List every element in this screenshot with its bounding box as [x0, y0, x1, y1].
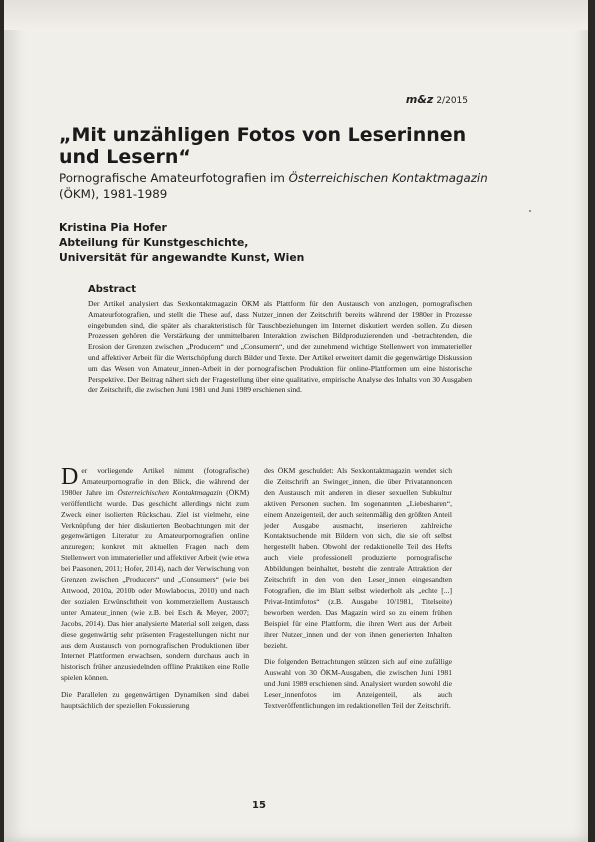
- body-text: er vorliegende Artikel nimmt (fotografische) Amateurpornografie in den Blick, die während der 1980er Jahre im: [61, 466, 249, 497]
- author-block: [59, 220, 489, 265]
- author-department: Abteilung für Kunstgeschichte,: [59, 236, 249, 249]
- author-institution: Universität für angewandte Kunst, Wien: [59, 251, 305, 264]
- running-header: [406, 93, 468, 106]
- abstract-text: Der Artikel analysiert das Sexkontaktmagazin ÖKM als Plattform für den Austausch von anzlogen, pornografischen Amateurfotografien, und stellt die These auf, dass Nutzer_innen der Zeitschrift bereits während der 1980er in Prozesse eingebunden sind, die später als charakteristisch für Tauschbeziehungen im Internet diskutiert werden sollen. Zu diesen Prozessen gehören die Verstärkung der unmittelbaren Interaktion zwischen Bildproduzierenden und -betrachtenden, die Erosion der Grenzen zwischen „Producern“ und „Consumern“, und der zunehmend wichtige Stellenwert von immaterieller und affektiver Arbeit für die Wertschöpfung durch Bilder und Texte. Der Artikel erweitert damit die gegenwärtige Diskussion um das Wesen von Amateur_innen-Arbeit in der pornografischen Produktion für online-Plattformen um eine historische Perspektive. Der Beitrag nähert sich der Fragestellung über eine qualitative, empirische Analyse des Inhalts von 30 Ausgaben der Zeitschrift, die zwischen Juni 1981 und Juni 1989 erschienen sind.: [88, 299, 472, 395]
- drop-cap: D: [61, 464, 79, 490]
- subtitle-italic: Österreichischen Kontaktmagazin: [288, 171, 488, 185]
- page-number: 15: [252, 800, 266, 811]
- journal-page: [4, 0, 588, 842]
- body-column-left: [61, 466, 249, 712]
- body-column-right: [264, 466, 452, 712]
- scan-speck: [529, 210, 531, 212]
- journal-issue: 2/2015: [436, 96, 468, 106]
- journal-name: m&z: [405, 93, 434, 106]
- body-text-italic: Österreichischen Kontaktmagazin: [117, 487, 223, 497]
- article-title: „Mit unzähligen Fotos von Leserinnen und Lesern“: [59, 124, 467, 168]
- body-text: (ÖKM) veröffentlicht wurde. Das geschicht allerdings nicht zum Zweck einer isolierten Rückschau. Ziel ist vielmehr, eine Verknüpfung der hier diskutierten Beobachtungen mit der gegenwärtigen Literatur zu Amateurpornografien online anzuregen; konkret mit aktuellen Fragen nach dem Stellenwert von immaterieller und affektiver Arbeit (wie etwa bei Paasonen, 2011; Hofer, 2014), nach der Verwischung von Grenzen zwischen „Producers“ und „Consumers“ (wie bei Attwood, 2010a, 2010b oder Mowlabocus, 2010) und nach der sozialen Erwünschtheit von kommerziellem Austausch unter Amateur_innen (wie z.B. bei Esch & Meyer, 2007; Jacobs, 2014). Das hier analysierte Material soll zeigen, dass diese gegenwärtig sehr präsenten Fragestellungen nicht nur aus dem Austausch von pornografischen Produktionen über Internet Plattformen erwachsen, sondern durchaus auch in historisch früher anzusiedelnden offline Praktiken eine Rolle spielen können.: [61, 487, 249, 683]
- abstract-heading: Abstract: [88, 284, 137, 295]
- body-paragraph: Die Parallelen zu gegenwärtigen Dynamiken sind dabei hauptsächlich der speziellen Fokussierung: [61, 690, 249, 711]
- author-name: Kristina Pia Hofer: [59, 221, 167, 234]
- article-subtitle: [59, 170, 489, 202]
- body-paragraph: [61, 466, 249, 684]
- subtitle-part1: Pornografische Amateurfotografien im: [59, 171, 289, 185]
- scan-shadow: [4, 0, 588, 30]
- body-paragraph: Die folgenden Betrachtungen stützen sich auf eine zufällige Auswahl von 30 ÖKM-Ausgaben, die zwischen Juni 1981 und Juni 1989 erschienen sind. Analysiert wurden sowohl die Leser_innenfotos im Anzeigenteil, als auch Textveröffentlichungen im redaktionellen Teil der Zeitschrift.: [264, 657, 452, 711]
- body-paragraph: des ÖKM geschuldet: Als Sexkontaktmagazin wendet sich die Zeitschrift an Swinger_innen, die über Privatannoncen den Austausch mit anderen in dieser sexuellen Subkultur aktiven Personen suchen. Im sogenannten „Liebesharen“, einem Anzeigenteil, der auch seitenmäßig den größten Anteil jeder Ausgabe ausmacht, inserieren zahlreiche Kontaktsuchende mit Bildern von sich, die sie oft selbst hergestellt haben. Obwohl der redaktionelle Teil des Hefts auch viele professionell produzierte pornografische Abbildungen beinhaltet, besteht die zentrale Attraktion der Zeitschrift in den von den Leser_innen eingesandten Fotografien, die im Blatt selbst wiederholt als „echte [...] Privat-Intimfotos“ (z.B. Ausgabe 10/1981, Titelseite) beworben werden. Das Magazin wird so zu einem frühen Beispiel für eine Plattform, die ihren Wert aus der Arbeit ihrer Nutzer_innen und der von ihnen generierten Inhalten bezieht.: [264, 466, 452, 650]
- subtitle-part2: (ÖKM), 1981-1989: [59, 187, 168, 201]
